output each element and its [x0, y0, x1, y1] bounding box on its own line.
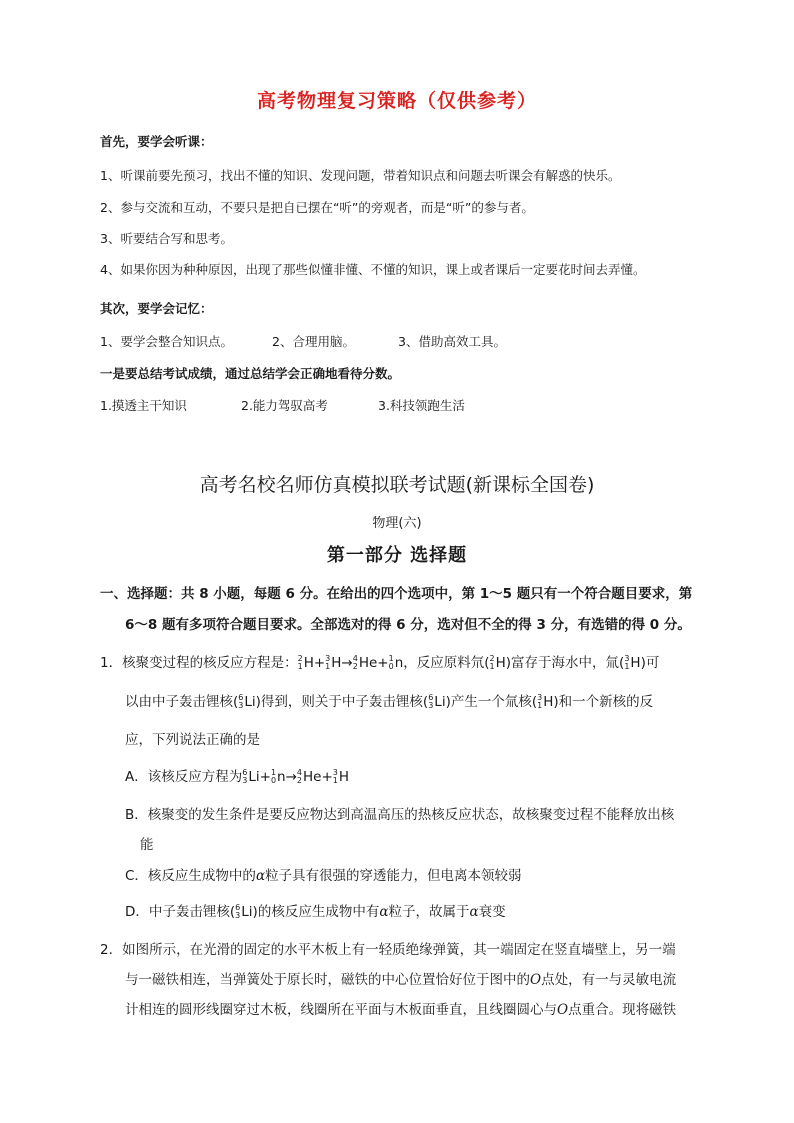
summary-item-3: 3.科技领跑生活	[378, 398, 465, 413]
nuclide-neutron: 1 0 n	[388, 654, 404, 671]
q1-text-h: )和一个新核的反	[553, 694, 654, 710]
q2-line1: 2．如图所示，在光滑的固定的水平木板上有一轻质绝缘弹簧，其一端固定在竖直墙壁上，另一端	[100, 942, 676, 958]
sym-arrow: →	[285, 769, 297, 785]
option-d-text-d: 衰变	[478, 904, 506, 920]
option-d-text-a: D．中子轰击锂核(	[125, 904, 236, 920]
nuclide-tritium: 3 1 H	[332, 768, 350, 785]
memory-item-3: 3、借助高效工具。	[398, 334, 506, 349]
sym-he: He	[303, 769, 322, 785]
nuclide-tritium: 3 1 H	[537, 693, 554, 710]
first-item-1: 1、听课前要先预习，找出不懂的知识、发现问题，带着知识点和问题去听课会有解惑的快乐。	[100, 168, 621, 183]
sym-plus: +	[377, 655, 389, 671]
q1-text-d: )可	[640, 655, 660, 671]
q1-option-a	[125, 765, 349, 785]
sym-alpha: α	[255, 868, 266, 884]
nuclide-lithium: 6 3 Li	[242, 768, 260, 785]
nuclide-helium: 4 2 He	[296, 768, 322, 785]
sym-h: H	[495, 655, 506, 671]
option-c-text-b: 粒子具有很强的穿透能力，但电离本领较弱	[265, 868, 522, 884]
sym-o: O	[530, 972, 542, 988]
sym-plus: +	[259, 769, 271, 785]
first-item-4: 4、如果你因为种种原因，出现了那些似懂非懂、不懂的知识，课上或者课后一定要花时间去弄懂。	[100, 262, 646, 277]
part-heading: 第一部分 选择题	[326, 545, 468, 566]
option-d-text-c: 粒子，故属于	[388, 904, 470, 920]
nuclide-helium: 4 2 He	[352, 654, 378, 671]
q2-text-d: 点重合。现将磁铁	[568, 1002, 677, 1018]
sym-h: H	[630, 655, 641, 671]
q1-text-f: )得到，则关于中子轰击锂核(	[255, 694, 429, 710]
first-item-2: 2、参与交流和互动，不要只是把自已摆在“听”的旁观者，而是“听”的参与者。	[100, 200, 534, 215]
sym-he: He	[358, 655, 378, 671]
q1-option-b-line2: 能	[140, 837, 154, 853]
q2-line2	[125, 968, 676, 988]
summary-line: 一是要总结考试成绩，通过总结学会正确地看待分数。	[100, 366, 401, 381]
nuclide-tritium: 3 1 H	[624, 654, 641, 671]
memory-items	[100, 332, 506, 350]
sym-h: H	[338, 769, 350, 785]
section-instructions-line2: 6～8 题有多项符合题目要求。全部选对的得 6 分，选对但不全的得 3 分，有选错的得 0 分。	[125, 617, 691, 633]
q1-text-c: )富存于海水中，氚(	[505, 655, 625, 671]
sym-plus: +	[313, 655, 326, 671]
q1-text-b: ，反应原料氘(	[403, 655, 490, 671]
sym-li: Li	[248, 769, 260, 785]
nuclide-deuterium: 2 1 H	[489, 654, 506, 671]
sym-h: H	[331, 655, 342, 671]
sym-alpha: α	[379, 904, 389, 920]
q2-text-a: 与一磁铁相连，当弹簧处于原长时，磁铁的中心位置恰好位于图中的	[125, 972, 530, 988]
nuclide-lithium: 6 3 Li	[235, 903, 253, 920]
option-d-text-b: )的核反应生成物中有	[252, 904, 380, 920]
q1-text-e: 以由中子轰击锂核(	[125, 694, 239, 710]
sym-n: n	[277, 769, 286, 785]
option-a-text: A．该核反应方程为	[125, 769, 243, 785]
q1-option-c	[125, 864, 522, 884]
summary-item-1: 1.摸透主干知识	[100, 398, 187, 413]
sym-li: Li	[244, 694, 256, 710]
q1-line3: 应，下列说法正确的是	[125, 732, 260, 748]
q1-option-b-line1: B．核聚变的发生条件是要反应物达到高温高压的热核反应状态，故核聚变过程不能释放出核	[125, 807, 675, 823]
sym-o: O	[557, 1002, 569, 1018]
first-heading: 首先，要学会听课：	[100, 134, 213, 149]
nuclide-neutron: 1 0 n	[270, 768, 286, 785]
sym-alpha: α	[469, 904, 479, 920]
sym-h: H	[543, 694, 554, 710]
memory-item-1: 1、要学会整合知识点。	[100, 334, 233, 349]
q1-line2	[125, 690, 653, 710]
exam-title: 高考名校名师仿真模拟联考试题(新课标全国卷)	[199, 474, 595, 496]
q1-text-a: 1．核聚变过程的核反应方程是：	[100, 655, 298, 671]
q1-option-d	[125, 900, 506, 920]
q1-line1	[100, 651, 659, 671]
first-item-3: 3、听要结合写和思考。	[100, 231, 233, 246]
sym-li: Li	[434, 694, 446, 710]
nuclide-lithium: 6 3 Li	[428, 693, 446, 710]
section-instructions-line1: 一、选择题：共 8 小题，每题 6 分。在给出的四个选项中，第 1～5 题只有一个符合题目要求，第	[100, 586, 693, 602]
nuclide-lithium: 6 3 Li	[238, 693, 256, 710]
sym-arrow: →	[341, 655, 353, 671]
q2-text-c: 计相连的圆形线圈穿过木板，线圈所在平面与木板面垂直，且线圈圆心与	[125, 1002, 557, 1018]
sym-plus: +	[321, 769, 333, 785]
sym-n: n	[394, 655, 404, 671]
nuclide-deuterium: 2 1 H	[297, 654, 314, 671]
q2-line3	[125, 998, 676, 1018]
strategy-title: 高考物理复习策略（仅供参考）	[256, 90, 537, 112]
exam-subject: 物理(六)	[372, 516, 422, 531]
q2-text-b: 点处，有一与灵敏电流	[541, 972, 677, 988]
summary-items	[100, 396, 465, 414]
second-heading: 其次，要学会记忆：	[100, 301, 213, 316]
sym-li: Li	[241, 904, 253, 920]
q1-text-g: )产生一个氚核(	[445, 694, 538, 710]
nuclide-tritium: 3 1 H	[325, 654, 342, 671]
summary-item-2: 2.能力驾驭高考	[241, 398, 328, 413]
memory-item-2: 2、合理用脑。	[272, 334, 355, 349]
sym-h: H	[303, 655, 314, 671]
option-c-text-a: C．核反应生成物中的	[125, 868, 256, 884]
